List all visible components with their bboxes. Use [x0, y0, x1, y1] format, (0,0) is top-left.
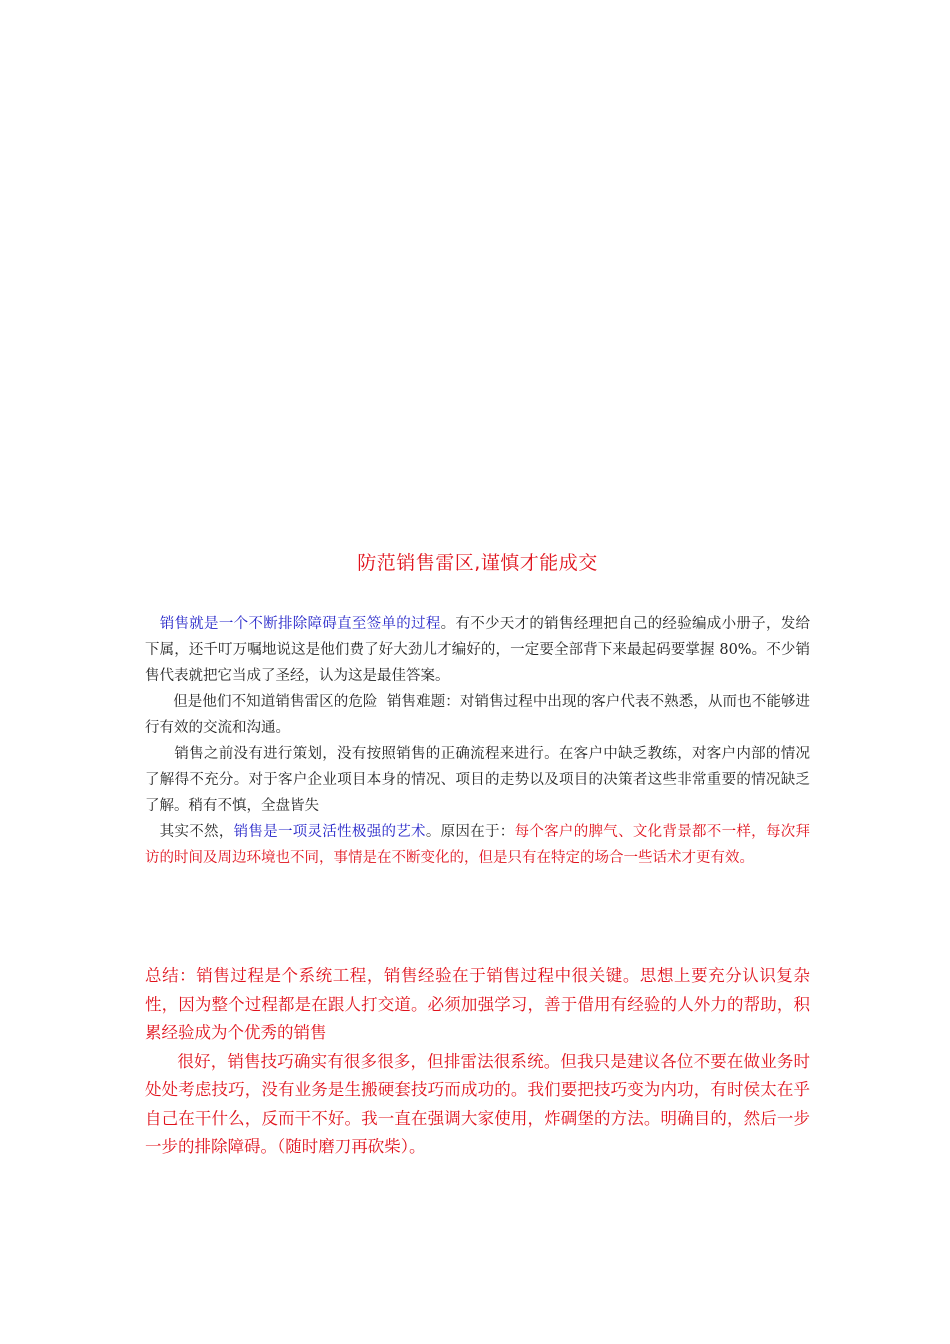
- summary-section: [145, 962, 810, 1162]
- summary-paragraph-1: 总结：销售过程是个系统工程，销售经验在于销售过程中很关键。思想上要充分认识复杂性，因为整个过程都是在跟人打交道。必须加强学习，善于借用有经验的人外力的帮助，积累经验成为个优秀的销售: [145, 966, 810, 1042]
- paragraph-4: [145, 819, 810, 871]
- paragraph-1: [145, 611, 810, 689]
- document-title: 防范销售雷区,谨慎才能成交: [357, 552, 598, 574]
- paragraph-4-red-text: 每个客户的脾气、文化背景都不一样，每次拜访的时间及周边环境也不同，事情是在不断变化的，但是只有在特定的场合一些话术才更有效。: [145, 824, 811, 866]
- summary-paragraph-2: 很好，销售技巧确实有很多很多，但排雷法很系统。但我只是建议各位不要在做业务时处处考虑技巧，没有业务是生搬硬套技巧而成功的。我们要把技巧变为内功，有时侯太在乎自己在干什么，反而干不好。我一直在强调大家使用，炸碉堡的方法。明确目的，然后一步一步的排除障碍。（随时磨刀再砍柴）。: [145, 1051, 810, 1156]
- body-text: [145, 611, 810, 871]
- paragraph-4-mid: 。原因在于：: [425, 824, 515, 840]
- paragraph-1-highlight: 销售就是一个不断排除障碍直至签单的过程: [159, 616, 441, 632]
- paragraph-3: 销售之前没有进行策划，没有按照销售的正确流程来进行。在客户中缺乏教练，对客户内部的情况了解得不充分。对于客户企业项目本身的情况、项目的走势以及项目的决策者这些非常重要的情况缺乏了解。稍有不慎，全盘皆失: [145, 746, 810, 814]
- paragraph-1-indent: [145, 616, 160, 632]
- paragraph-4-lead: 其实不然，: [145, 824, 234, 840]
- paragraph-4-highlight: 销售是一项灵活性极强的艺术: [233, 824, 426, 840]
- paragraph-1-text: 。有不少天才的销售经理把自己的经验编成小册子，发给下属，还千叮万嘱地说这是他们费了好大劲儿才编好的，一定要全部背下来最起码要掌握 80%。不少销售代表就把它当成了圣经，认为这是最佳答案。: [145, 616, 811, 684]
- paragraph-2: 但是他们不知道销售雷区的危险 销售难题：对销售过程中出现的客户代表不熟悉，从而也不能够进行有效的交流和沟通。: [145, 694, 811, 736]
